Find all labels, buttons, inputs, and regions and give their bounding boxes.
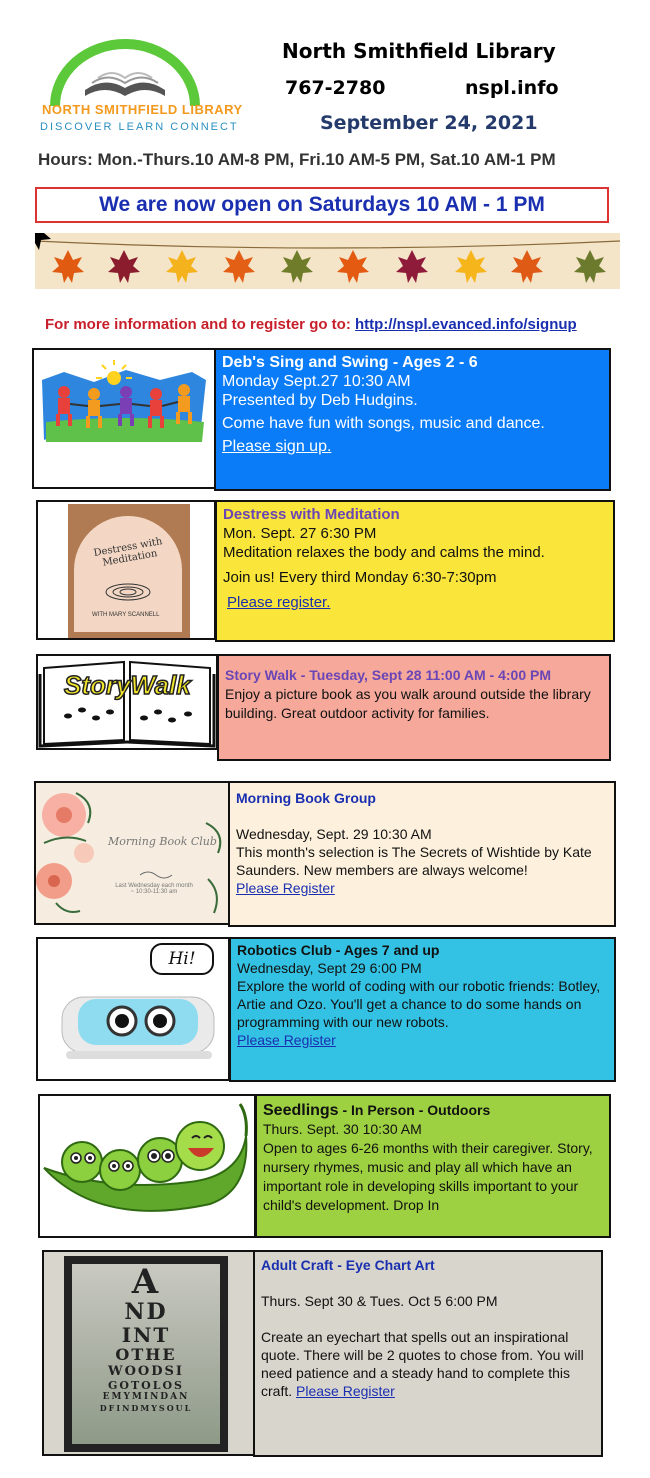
fall-leaves-banner [35,233,620,289]
event-adult-craft [253,1250,603,1457]
event-description: Meditation relaxes the body and calms the mind. [223,544,545,561]
book-club-image-caption: Last Wednesday each month ~ 10:30-11:30 am [115,883,193,895]
website-link[interactable]: nspl.info [465,77,559,99]
event-title: Robotics Club - Ages 7 and up [237,942,440,958]
event-time: Thurs. Sept 30 & Tues. Oct 5 6:00 PM [261,1293,498,1309]
event-meditation [215,500,615,642]
register-link[interactable]: Please Register [237,1032,336,1048]
book-club-image-title: Morning Book Club [108,835,217,848]
meditation-image-caption: WITH MARY SCANNELL [92,612,160,618]
register-link[interactable]: Please Register [296,1383,395,1399]
page-title: North Smithfield Library [282,39,556,63]
meditation-image [36,500,216,640]
event-title: Story Walk - Tuesday, Sept 28 11:00 AM - 4:00 PM [225,667,551,683]
sign-up-link[interactable]: Please sign up. [222,438,332,455]
event-time: Wednesday, Sept 29 6:00 PM [237,960,422,976]
logo-arc-icon [30,28,220,108]
meditation-image-title: Destress with Meditation [92,536,164,569]
library-hours: Hours: Mon.-Thurs.10 AM-8 PM, Fri.10 AM-5 PM, Sat.10 AM-1 PM [38,150,556,169]
event-storywalk [217,654,611,761]
event-seedlings [255,1094,611,1238]
registration-info-text: For more information and to register go to: [45,316,356,333]
peas-pod-icon [40,1096,254,1236]
event-title: Deb's Sing and Swing - Ages 2 - 6 [222,354,478,371]
library-logo [30,28,243,140]
event-sing-swing [214,348,611,491]
book-club-image [34,781,230,925]
event-presenter: Presented by Deb Hudgins. [222,392,418,409]
eye-chart-row: DFINDMYSOUL [99,1403,193,1413]
eye-chart-image [42,1250,256,1456]
announcement-text: We are now open on Saturdays 10 AM - 1 PM [99,193,545,216]
speech-bubble-text: Hi! [168,949,196,969]
eye-chart-row: ND [124,1299,168,1325]
floral-icon [36,783,228,923]
event-description: Explore the world of coding with our robotic friends: Botley, Artie and Ozo. You'll get a chance to do some hands on programming with our new robots. [237,978,601,1030]
event-title [263,1101,603,1120]
event-description: This month's selection is The Secrets of Wishtide by Kate Saunders. New members are always welcome! [236,844,592,878]
registration-info [45,316,577,333]
event-description-text: Create an eyechart that spells out an inspirational quote. There will be 2 quotes to chose from. You will need patience and a steady hand to complete this craft. [261,1329,584,1399]
eye-chart-row: A [131,1262,161,1302]
leaves-garland-icon [35,233,620,289]
meditation-rings-icon [103,582,153,602]
event-description: Come have fun with songs, music and dance. [222,415,545,432]
eye-chart-row: OTHE [115,1345,177,1364]
eye-chart-row: WOODSI [108,1364,184,1379]
event-description [261,1328,595,1400]
eye-chart-row: EMYMINDAN [102,1392,190,1402]
peas-in-pod-image [38,1094,256,1238]
event-title: Adult Craft - Eye Chart Art [261,1257,435,1273]
storywalk-image-text: StoryWalk [64,670,191,700]
kids-dancing-icon [34,350,214,487]
event-description: Open to ages 6-26 months with their caregiver. Story, nursery rhymes, music and play all which have an important role in developing skills important to your child's development. Drop In [263,1140,593,1213]
logo-name: NORTH SMITHFIELD LIBRARY [42,102,243,117]
event-time: Thurs. Sept. 30 10:30 AM [263,1121,422,1137]
event-time: Monday Sept.27 10:30 AM [222,373,411,390]
newsletter-date: September 24, 2021 [320,112,538,134]
register-link[interactable]: Please register. [227,594,331,611]
announcement-box [35,187,609,223]
phone-number: 767-2780 [285,77,386,99]
event-description: Enjoy a picture book as you walk around outside the library building. Great outdoor activity for families. [225,686,591,721]
storywalk-image [36,654,218,750]
event-time: Wednesday, Sept. 29 10:30 AM [236,826,432,842]
register-link[interactable]: Please Register [236,880,335,896]
logo-tagline: DISCOVER LEARN CONNECT [40,121,239,133]
sing-swing-image [32,348,216,489]
event-robotics [229,937,616,1082]
event-book-group [228,781,616,927]
event-title-sub: - In Person - Outdoors [338,1102,491,1118]
event-title-main: Seedlings [263,1102,339,1119]
event-schedule: Join us! Every third Monday 6:30-7:30pm [223,569,497,586]
event-time: Mon. Sept. 27 6:30 PM [223,525,377,542]
signup-link[interactable]: http://nspl.evanced.info/signup [355,316,577,333]
robot-image [36,937,230,1081]
event-title: Destress with Meditation [223,506,400,523]
event-title: Morning Book Group [236,790,376,806]
eye-chart-row: INT [121,1323,171,1347]
eye-chart-row: GOTOLOS [107,1379,184,1392]
eye-chart-frame [72,1264,220,1444]
